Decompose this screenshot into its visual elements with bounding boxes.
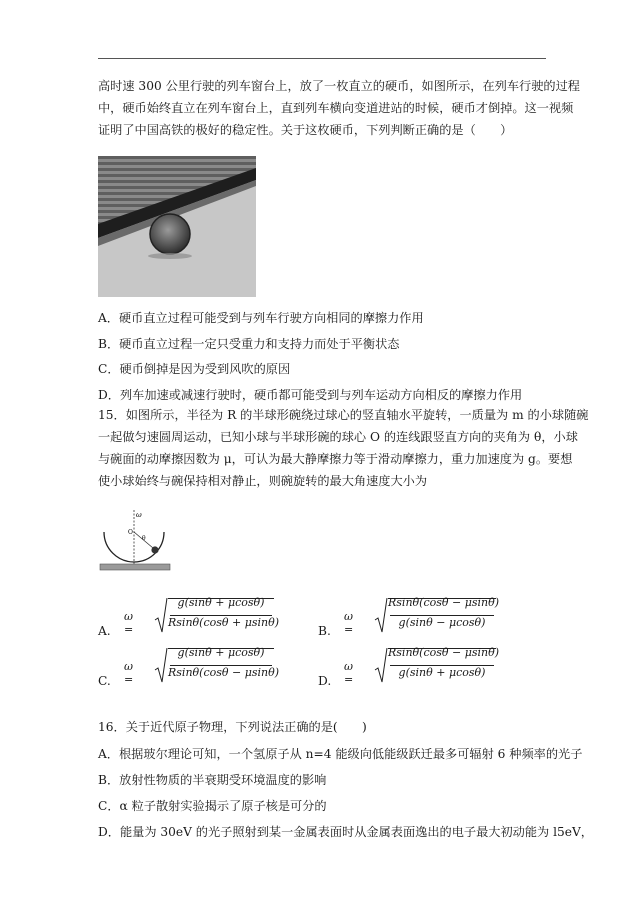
q16-option-a: A．根据玻尔理论可知，一个氢原子从 n=4 能级向低能级跃迁最多可辐射 6 种频率的光子 [98,747,583,761]
option-label: A. [98,624,111,638]
q15-stem [98,404,589,492]
q15-stem-line: 与碗面的动摩擦因数为 μ，可认为最大静摩擦力等于滑动摩擦力，重力加速度为 g。要想 [98,452,573,466]
q16-stem: 16．关于近代原子物理，下列说法正确的是( ) [98,720,367,734]
q15-stem-line: 15．如图所示，半径为 R 的半球形碗绕过球心的竖直轴水平旋转，一质量为 m 的小球随碗 [98,408,589,422]
q14-stem-line: 高时速 300 公里行驶的列车窗台上，放了一枚直立的硬币，如图所示，在列车行驶的过程 [98,79,580,93]
numerator: Rsinθ(cosθ − μsinθ) [388,646,500,659]
sqrt-sign-icon [374,598,388,634]
sqrt-sign-icon [374,648,388,684]
option-label: B. [318,624,331,638]
denominator: g(sinθ + μcosθ) [398,666,486,679]
bowl-diagram [98,510,172,576]
q14-stem-line: 中，硬币始终直立在列车窗台上，直到列车横向变道进站的时候，硬币才倒掉。这一视频 [98,101,574,115]
numerator: g(sinθ + μcosθ) [177,596,265,609]
angle-theta-label: θ [142,535,146,542]
q14-option-a: A．硬币直立过程可能受到与列车行驶方向相同的摩擦力作用 [98,311,424,325]
q16-option-b: B．放射性物质的半衰期受环境温度的影响 [98,773,327,787]
denominator: g(sinθ − μcosθ) [398,616,486,629]
sqrt-sign-icon [154,598,168,634]
omega-symbol: ω = [124,660,134,686]
coin-on-windowsill-photo [98,156,256,297]
numerator: g(sinθ + μcosθ) [177,646,265,659]
denominator: Rsinθ(cosθ + μsinθ) [168,616,280,629]
q14-option-b: B．硬币直立过程一定只受重力和支持力而处于平衡状态 [98,337,400,351]
option-label: C. [98,674,111,688]
q14-option-c: C．硬币倒掉是因为受到风吹的原因 [98,362,291,376]
q16-option-d: D．能量为 30eV 的光子照射到某一金属表面时从金属表面逸出的电子最大初动能为 l5eV， [98,825,593,839]
axis-omega-label: ω [136,511,142,519]
omega-symbol: ω = [124,610,134,636]
q16-option-c: C．α 粒子散射实验揭示了原子核是可分的 [98,799,327,813]
q15-stem-line: 一起做匀速圆周运动，已知小球与半球形碗的球心 O 的连线跟竖直方向的夹角为 θ，小球 [98,430,578,444]
q14-stem [98,75,580,141]
center-o-label: O [128,529,133,536]
numerator: Rsinθ(cosθ − μsinθ) [388,596,500,609]
q14-option-d: D．列车加速或减速行驶时，硬币都可能受到与列车运动方向相反的摩擦力作用 [98,388,523,402]
option-label: D. [318,674,332,688]
omega-symbol: ω = [344,610,354,636]
q15-stem-line: 使小球始终与碗保持相对静止，则碗旋转的最大角速度大小为 [98,474,428,488]
q14-stem-line: 证明了中国高铁的极好的稳定性。关于这枚硬币，下列判断正确的是（ ） [98,123,513,137]
omega-symbol: ω = [344,660,354,686]
header-rule [98,58,546,59]
denominator: Rsinθ(cosθ − μsinθ) [168,666,280,679]
sqrt-sign-icon [154,648,168,684]
